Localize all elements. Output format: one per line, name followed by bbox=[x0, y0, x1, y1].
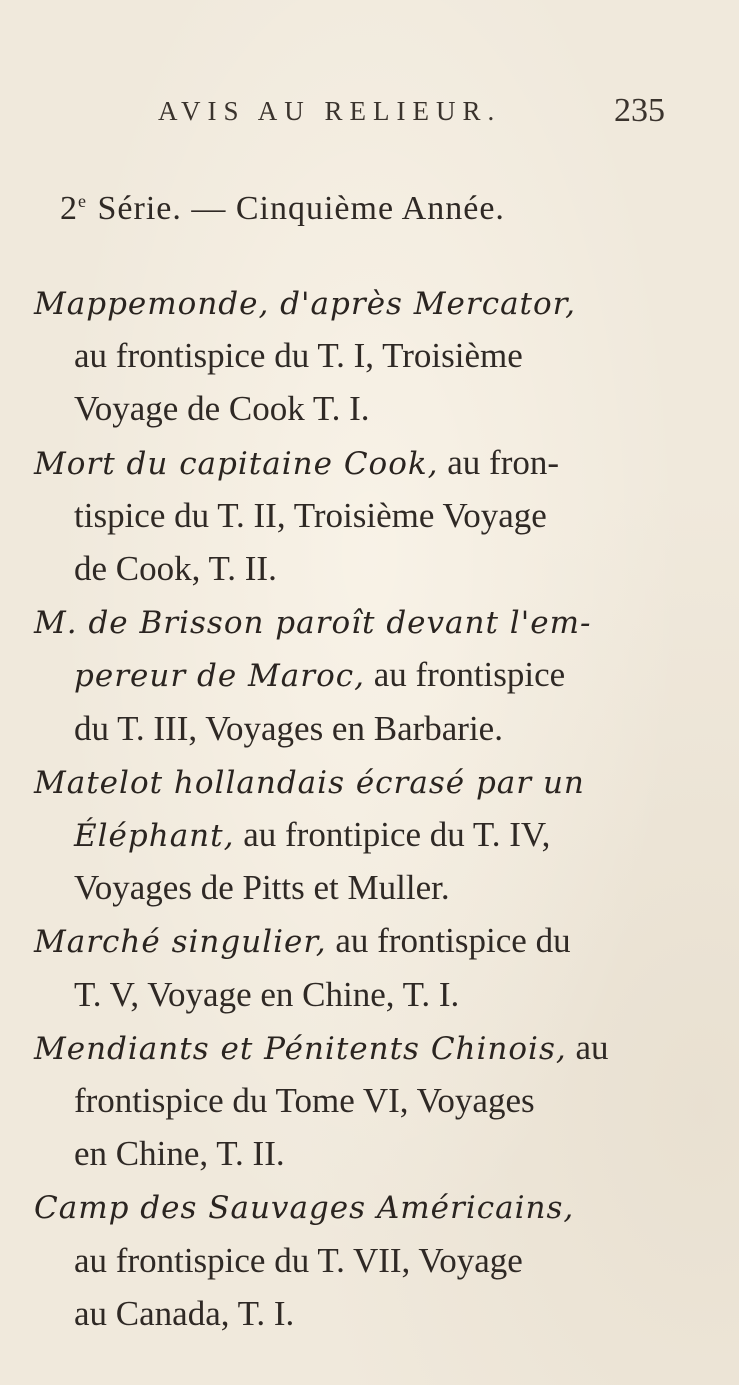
plate-caption-italic: Mort du capitaine Cook, bbox=[34, 446, 439, 482]
entry-continuation-line bbox=[74, 549, 277, 589]
series-ordinal-superscript: e bbox=[78, 190, 86, 211]
plate-location-text: au frontispice du T. VII, Voyage bbox=[74, 1241, 523, 1280]
entry-first-line bbox=[34, 283, 576, 323]
entry-continuation-line bbox=[74, 389, 370, 429]
entry-continuation-line bbox=[74, 815, 550, 855]
plate-caption-italic: M. de Brisson paroît devant l'em- bbox=[34, 605, 592, 641]
series-number: 2 bbox=[60, 190, 78, 227]
plate-location-text: de Cook, T. II. bbox=[74, 549, 277, 588]
entry-continuation-line bbox=[74, 336, 523, 376]
plate-caption-italic: pereur de Maroc, bbox=[74, 658, 365, 694]
section-heading bbox=[60, 190, 660, 228]
plate-location-text: tispice du T. II, Troisième Voyage bbox=[74, 496, 547, 535]
entry-continuation-line bbox=[74, 1081, 535, 1121]
entry-continuation-line bbox=[74, 655, 565, 695]
entry-continuation-line bbox=[74, 975, 459, 1015]
entry-first-line bbox=[34, 1187, 574, 1227]
plate-location-text: au frontispice du T. I, Troisième bbox=[74, 336, 523, 375]
plate-caption-italic: Mappemonde, d'après Mercator, bbox=[34, 286, 576, 322]
plate-caption-italic: Camp des Sauvages Américains, bbox=[34, 1190, 575, 1226]
plate-caption-italic: Éléphant, bbox=[74, 818, 235, 854]
plate-location-text: du T. III, Voyages en Barbarie. bbox=[74, 709, 503, 748]
plate-location-text: au bbox=[566, 1028, 609, 1067]
plate-location-text: frontispice du Tome VI, Voyages bbox=[74, 1081, 535, 1120]
running-head bbox=[0, 92, 739, 136]
plate-location-text: au frontipice du T. IV, bbox=[234, 815, 551, 854]
entry-continuation-line bbox=[74, 1134, 285, 1174]
plate-location-text: au fron- bbox=[438, 443, 560, 482]
plate-caption-italic: Mendiants et Pénitents Chinois, bbox=[34, 1031, 567, 1067]
entry-first-line bbox=[34, 921, 571, 961]
plate-caption-italic: Matelot hollandais écrasé par un bbox=[34, 765, 585, 801]
entry-first-line bbox=[34, 762, 585, 802]
entry-first-line bbox=[34, 602, 591, 642]
plate-location-text: Voyages de Pitts et Muller. bbox=[74, 868, 450, 907]
plate-location-text: au frontispice bbox=[364, 655, 566, 694]
plate-location-text: au frontispice du bbox=[326, 921, 571, 960]
entry-continuation-line bbox=[74, 1294, 294, 1334]
plate-location-text: Voyage de Cook T. I. bbox=[74, 389, 370, 428]
plate-location-text: au Canada, T. I. bbox=[74, 1294, 295, 1333]
entry-first-line bbox=[34, 443, 559, 483]
entry-continuation-line bbox=[74, 1241, 523, 1281]
entry-continuation-line bbox=[74, 709, 503, 749]
plate-location-text: en Chine, T. II. bbox=[74, 1134, 285, 1173]
plate-location-text: T. V, Voyage en Chine, T. I. bbox=[74, 975, 460, 1014]
page-number: 235 bbox=[614, 92, 665, 129]
entry-continuation-line bbox=[74, 868, 450, 908]
running-title: AVIS AU RELIEUR. bbox=[158, 96, 502, 126]
entry-first-line bbox=[34, 1028, 609, 1068]
entry-continuation-line bbox=[74, 496, 547, 536]
plate-caption-italic: Marché singulier, bbox=[34, 924, 327, 960]
section-title: Série. — Cinquième Année. bbox=[97, 190, 505, 227]
